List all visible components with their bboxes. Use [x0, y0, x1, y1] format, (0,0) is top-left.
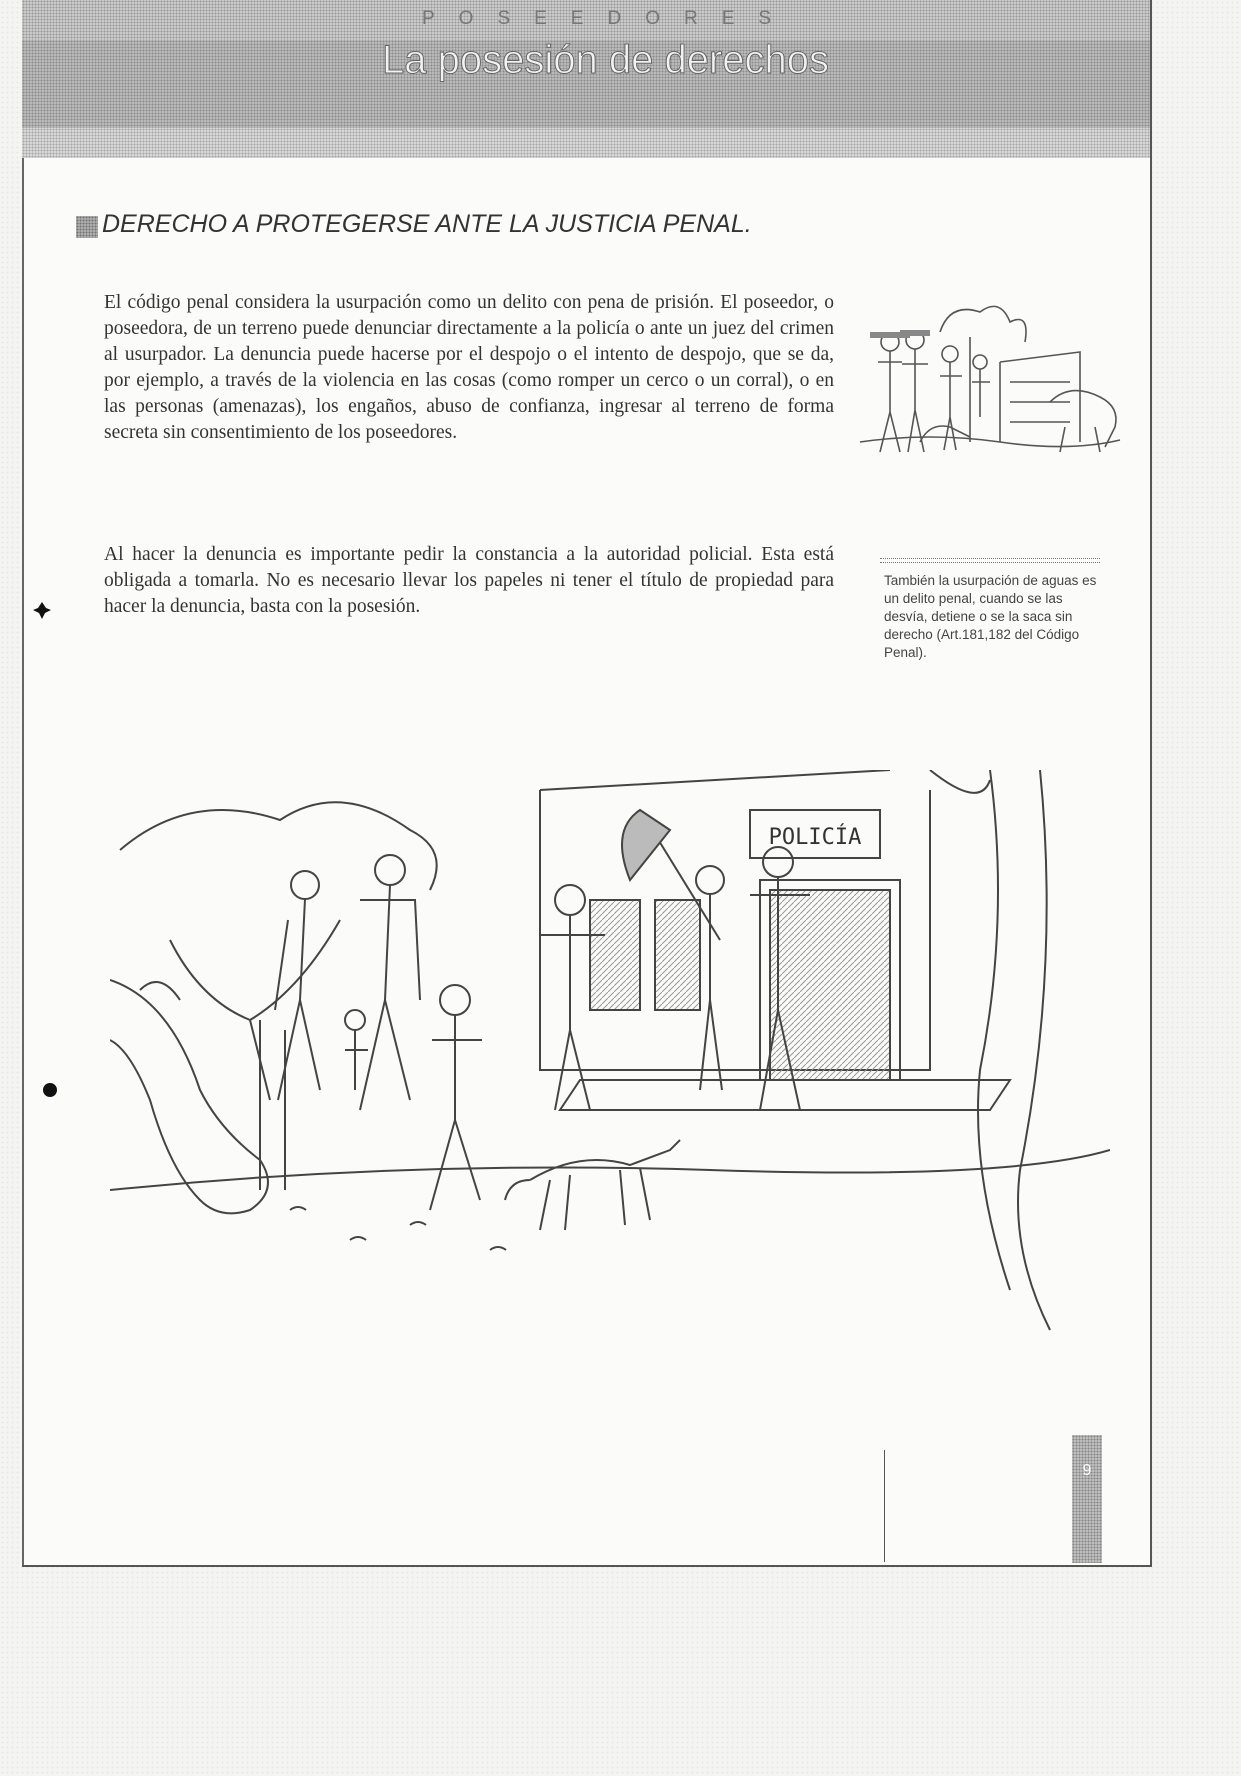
sidebar-divider	[880, 558, 1100, 563]
police-station-illustration	[110, 770, 1110, 1440]
section-kicker: POSEEDORES	[422, 8, 796, 29]
page-badge	[1072, 1435, 1102, 1563]
bottom-divider	[884, 1450, 885, 1562]
ink-blot-icon	[40, 1080, 60, 1100]
sidebar-note: También la usurpación de aguas es un delito penal, cuando se las desvía, detiene o se la saca sin derecho (Art.181,182 del Código Penal).	[884, 573, 1097, 660]
section-heading: DERECHO A PROTEGERSE ANTE LA JUSTICIA PENAL.	[102, 210, 752, 238]
page-title: La posesión de derechos	[382, 38, 829, 82]
paragraph-usurpation: El código penal considera la usurpación como un delito con pena de prisión. El poseedor, o poseedora, de un terreno puede denunciar directamente a la policía o ante un juez del crimen al usurpador. La denuncia puede hacerse por el despojo o el intento de despojo, que se da, por ejemplo, a través de la violencia en las cosas (como romper un cerco o un corral), o en las personas (amenazas), los engaños, abuso de confianza, ingresar al terreno de forma secreta sin consentimiento de los poseedores.	[104, 292, 834, 443]
paragraph-complaint: Al hacer la denuncia es importante pedir la constancia a la autoridad policial. Esta está obligada a tomarla. No es necesario llevar los papeles ni tener el título de propiedad para hacer la denuncia, basta con la posesión.	[104, 544, 834, 617]
page-number: 9	[1082, 1462, 1092, 1479]
ink-blot-icon	[32, 600, 52, 620]
farmers-illustration	[850, 292, 1130, 484]
section-marker-icon	[76, 216, 98, 238]
police-sign-text: POLICÍA	[768, 825, 862, 850]
